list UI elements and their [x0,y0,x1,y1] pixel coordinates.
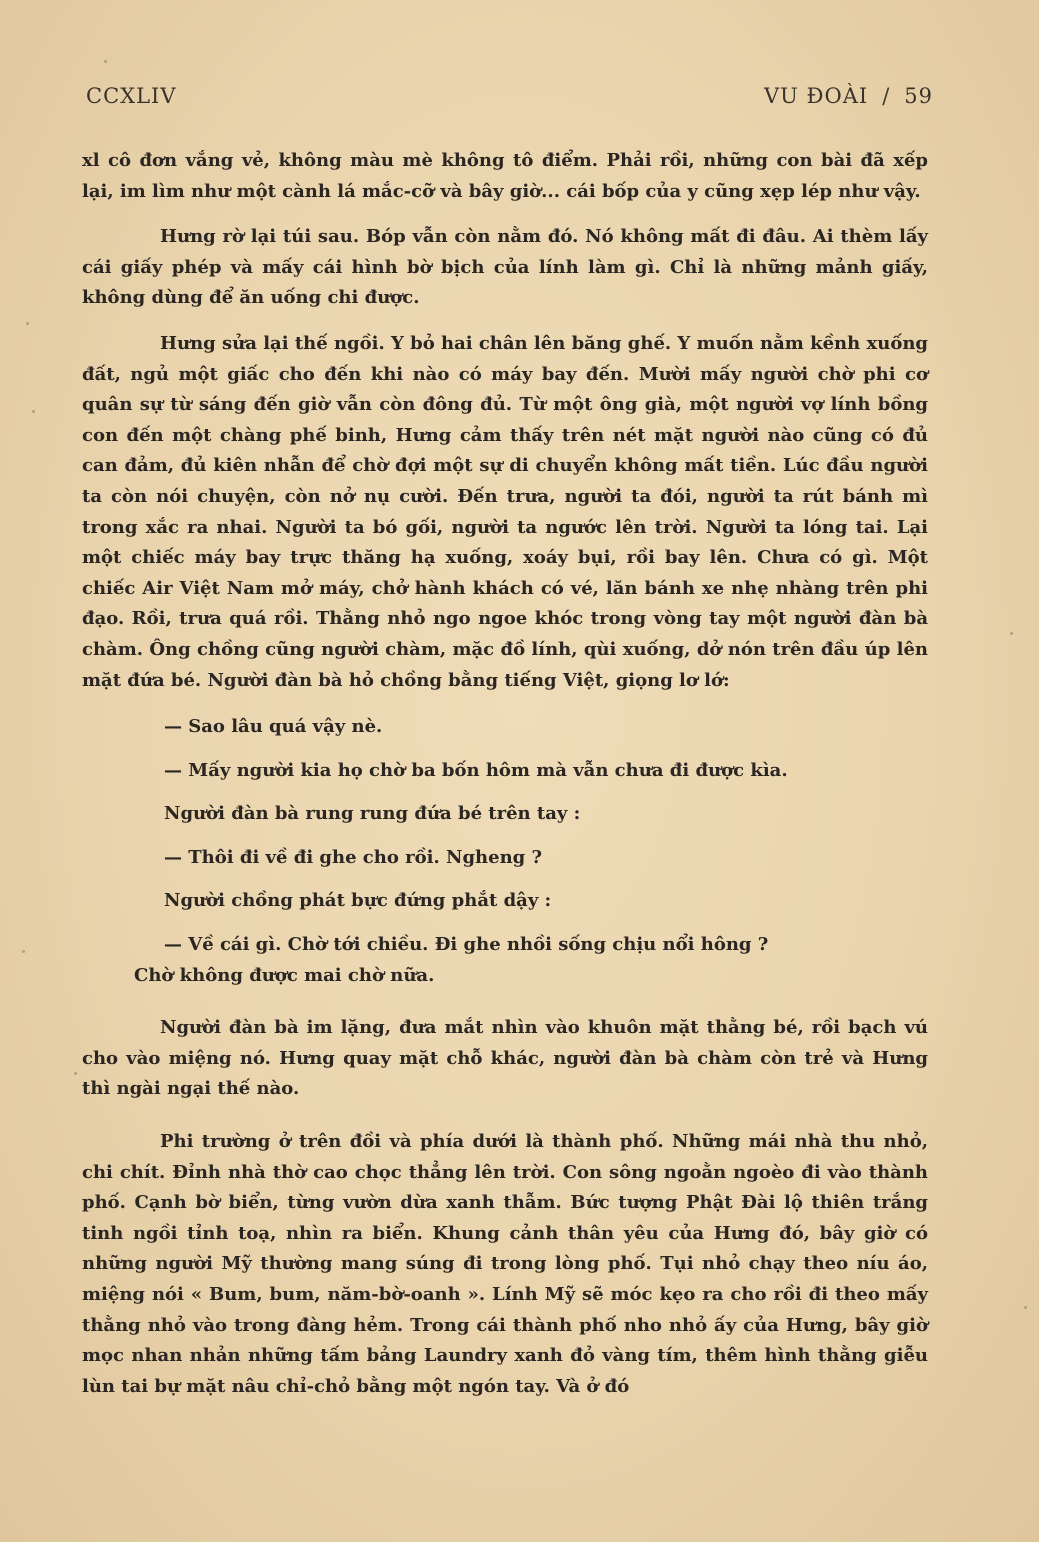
paragraph: Phi trường ở trên đồi và phía dưới là thành phố. Những mái nhà thu nhỏ, chi chít. Đỉnh nhà thờ cao chọc thẳng lên trời. Con sông ngoằn ngoèo đi vào thành phố. Cạnh bờ biển, từng vườn dừa xanh thẫm. Bức tượng Phật Đài lộ thiên trắng tinh ngồi tỉnh toạ, nhìn ra biển. Khung cảnh thân yêu của Hưng đó, bây giờ có những người Mỹ thường mang súng đi trong lòng phố. Tụi nhỏ chạy theo níu áo, miệng nói « Bum, bum, năm-bờ-oanh ». Lính Mỹ sẽ móc kẹo ra cho rồi đi theo mấy thằng nhỏ vào trong đàng hẻm. Trong cái thành phố nho nhỏ ấy của Hưng, bây giờ mọc nhan nhản những tấm bảng Laundry xanh đỏ vàng tím, thêm hình thằng giễu lùn tai bự mặt nâu chỉ-chỏ bằng một ngón tay. Và ở đó [82,1131,928,1397]
paper-speck [1010,632,1013,635]
paper-speck [74,1072,77,1075]
paper-speck [26,322,29,325]
page-number: 59 [904,84,933,108]
header-separator: / [882,84,891,108]
dialog-continuation: Chờ không được mai chờ nữa. [134,964,435,986]
page-header [86,84,933,124]
running-title [764,84,933,108]
paper-speck [22,950,25,953]
paper-speck [32,410,35,413]
dialog-line: — Thôi đi về đi ghe cho rồi. Ngheng ? [164,846,543,868]
author-name: VU ĐOÀI [764,84,869,108]
body-text [82,146,928,1402]
chapter-number: CCXLIV [86,84,177,108]
paragraph: Hưng rờ lại túi sau. Bóp vẫn còn nằm đó. Nó không mất đi đâu. Ai thèm lấy cái giấy phép và mấy cái hình bờ bịch của lính làm gì. Chỉ là những mảnh giấy, không dùng để ăn uống chi được. [82,226,928,309]
paragraph: Hưng sửa lại thế ngồi. Y bỏ hai chân lên băng ghế. Y muốn nằm kềnh xuống đất, ngủ một giấc cho đến khi nào có máy bay đến. Mười mấy người chờ phi cơ quân sự từ sáng đến giờ vẫn còn đông đủ. Từ một ông già, một người vợ lính bồng con đến một chàng phế binh, Hưng cảm thấy trên nét mặt người nào cũng có đủ can đảm, đủ kiên nhẫn để chờ đợi một sự di chuyển không mất tiền. Lúc đầu người ta còn nói chuyện, còn nở nụ cười. Đến trưa, người ta đói, người ta rút bánh mì trong xắc ra nhai. Người ta bó gối, người ta ngước lên trời. Người ta lóng tai. Lại một chiếc máy bay trực thăng hạ xuống, xoáy bụi, rồi bay lên. Chưa có gì. Một chiếc Air Việt Nam mở máy, chở hành khách có vé, lăn bánh xe nhẹ nhàng trên phi đạo. Rồi, trưa quá rồi. Thằng nhỏ ngo ngoe khóc trong vòng tay một người đàn bà chàm. Ông chồng cũng người chàm, mặc đồ lính, qùi xuống, dở nón trên đầu úp lên mặt đứa bé. Người đàn bà hỏ chồng bằng tiếng Việt, giọng lơ lớ: [82,332,928,691]
paragraph: Người đàn bà im lặng, đưa mắt nhìn vào khuôn mặt thằng bé, rồi bạch vú cho vào miệng nó. Hưng quay mặt chỗ khác, người đàn bà chàm còn trẻ và Hưng thì ngài ngại thế nào. [82,1017,928,1100]
paper-speck [1024,1306,1027,1309]
paragraph: xl cô đơn vắng vẻ, không màu mè không tô điểm. Phải rồi, những con bài đã xếp lại, im lìm như một cành lá mắc-cỡ và bây giờ... cái bốp của y cũng xẹp lép như vậy. [82,150,928,202]
paper-speck [104,60,107,63]
dialog-line: — Mấy người kia họ chờ ba bốn hôm mà vẫn chưa đi được kìa. [164,759,788,781]
narration-line: Người chồng phát bực đứng phắt dậy : [164,890,552,912]
dialog-line: — Về cái gì. Chờ tới chiều. Đi ghe nhồi sống chịu nổi hông ? [164,934,769,956]
narration-line: Người đàn bà rung rung đứa bé trên tay : [164,803,581,825]
dialog-line: — Sao lâu quá vậy nè. [164,716,383,738]
